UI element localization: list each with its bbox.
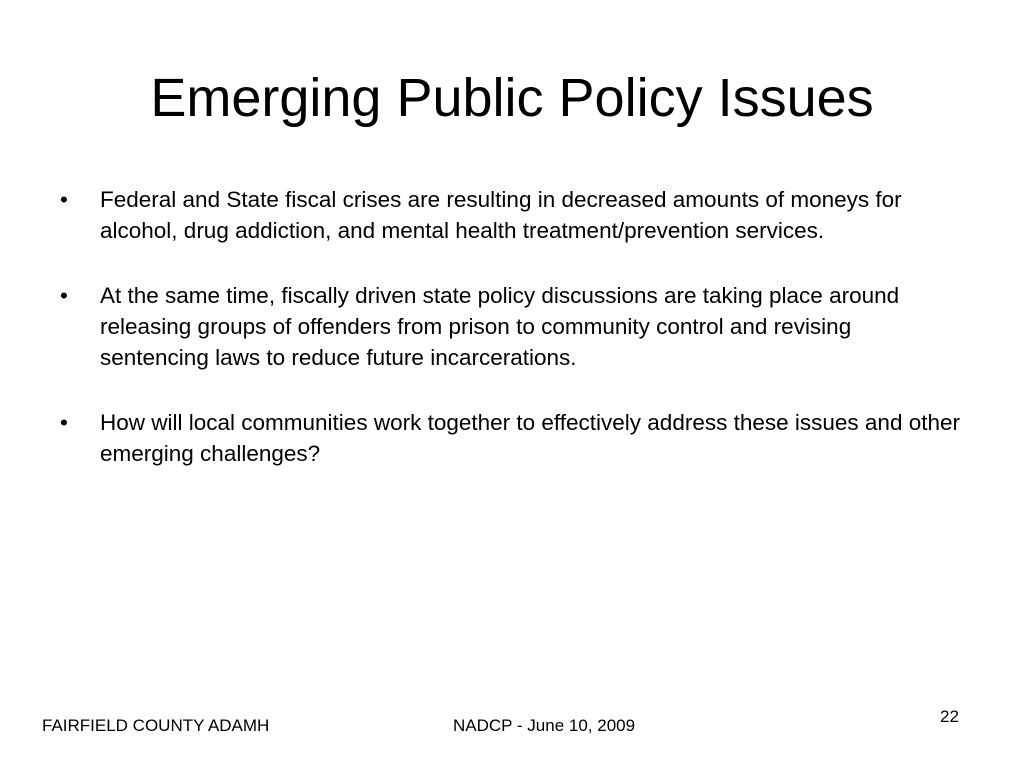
- bullet-text: Federal and State fiscal crises are resulting in decreased amounts of moneys for alcohol, drug addiction, and mental health treatment/prevention services.: [100, 187, 902, 243]
- bullet-marker: •: [60, 283, 68, 308]
- bullet-list: [60, 184, 960, 503]
- bullet-text: How will local communities work together to effectively address these issues and other emerging challenges?: [100, 410, 960, 466]
- bullet-marker: •: [60, 410, 68, 435]
- page-number: 22: [940, 707, 959, 726]
- bullet-text: At the same time, fiscally driven state policy discussions are taking place around releasing groups of offenders from prison to community control and revising sentencing laws to reduce future incarcerations.: [100, 283, 900, 370]
- bullet-item: [60, 280, 960, 373]
- slide-title: Emerging Public Policy Issues: [150, 68, 874, 128]
- bullet-item: [60, 407, 960, 469]
- footer-organization: FAIRFIELD COUNTY ADAMH: [42, 716, 270, 735]
- bullet-item: [60, 184, 960, 246]
- footer-event-date: NADCP - June 10, 2009: [453, 716, 636, 735]
- bullet-marker: •: [60, 187, 68, 212]
